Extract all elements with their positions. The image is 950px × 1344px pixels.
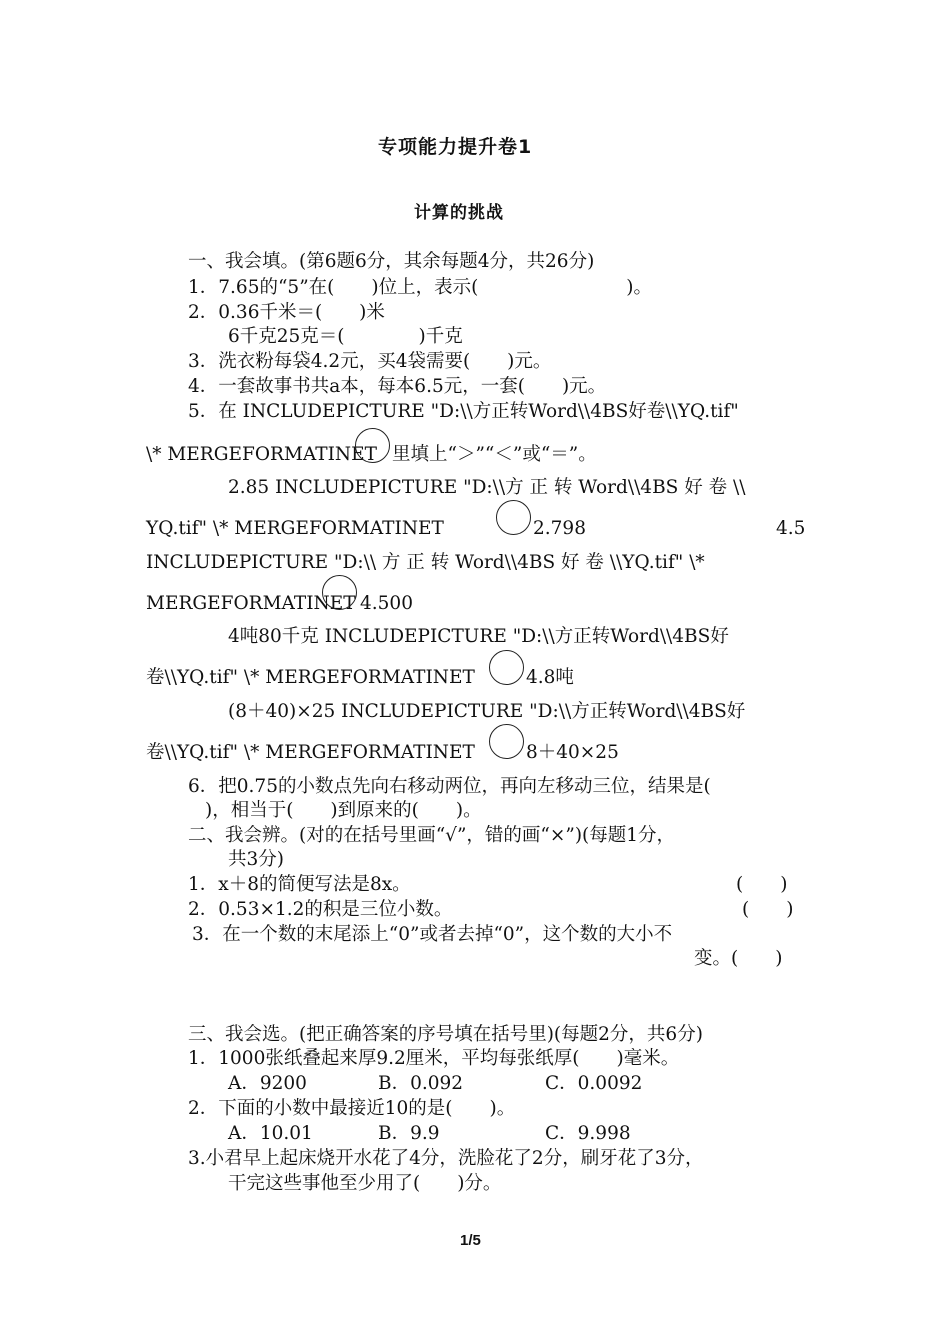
- s2-question-3-line2: 变。( ): [694, 948, 783, 969]
- compare-circle-icon: [489, 724, 524, 759]
- s1-q5-item2-head: 4.5: [776, 518, 806, 539]
- s1-q5-item4-line1: (8＋40)×25 INCLUDEPICTURE "D:\\方正转Word\\4BS好: [228, 701, 746, 722]
- s3-q1-option-c: C．0.0092: [545, 1073, 643, 1094]
- s3-q1-option-b: B．0.092: [378, 1073, 464, 1094]
- s3-question-1: 1．1000张纸叠起来厚9.2厘米，平均每张纸厚( )毫米。: [188, 1048, 680, 1069]
- s3-question-3-line2: 干完这些事他至少用了( )分。: [228, 1173, 502, 1194]
- s1-q5-item2-line4a: MERGEFORMATINET: [146, 593, 356, 614]
- s1-q5-item2-line3: INCLUDEPICTURE "D:\\ 方 正 转 Word\\4BS 好 卷 \\YQ.tif" \*: [146, 552, 705, 573]
- s1-q5-item4-line2b: 8＋40×25: [526, 742, 619, 763]
- s1-question-6-line2: )，相当于( )到原来的( )。: [205, 800, 482, 821]
- s1-q5-item4-line2a: 卷\\YQ.tif" \* MERGEFORMATINET: [146, 742, 475, 763]
- s3-q2-option-a: A．10.01: [228, 1123, 313, 1144]
- s1-question-5-line2a: \* MERGEFORMATINET: [146, 444, 377, 465]
- s3-q2-option-b: B．9.9: [378, 1123, 440, 1144]
- s2-question-2: 2．0.53×1.2的积是三位小数。: [188, 899, 453, 920]
- s3-q2-option-c: C．9.998: [545, 1123, 631, 1144]
- s2-question-2-paren: ( ): [742, 899, 794, 920]
- s1-question-1: 1．7.65的“5”在( )位上，表示( )。: [188, 277, 653, 298]
- s2-question-3-line1: 3．在一个数的末尾添上“0”或者去掉“0”，这个数的大小不: [192, 924, 673, 945]
- s2-question-1-paren: ( ): [736, 874, 788, 895]
- compare-circle-icon: [496, 500, 531, 535]
- s1-question-6-line1: 6．把0.75的小数点先向右移动两位，再向左移动三位，结果是(: [188, 776, 711, 797]
- s1-q5-item1-line1: 2.85 INCLUDEPICTURE "D:\\方 正 转 Word\\4BS 好 卷 \\: [228, 477, 746, 498]
- s1-q5-item3-line2b: 4.8吨: [526, 667, 574, 688]
- s3-question-3-line1: 3.小君早上起床烧开水花了4分，洗脸花了2分，刷牙花了3分，: [188, 1148, 704, 1169]
- s1-q5-item1-line2b: 2.798: [533, 518, 586, 539]
- s2-question-1: 1．x＋8的简便写法是8x。: [188, 874, 411, 895]
- compare-circle-icon: [322, 575, 357, 610]
- section3-heading: 三、我会选。(把正确答案的序号填在括号里)(每题2分，共6分): [188, 1024, 703, 1045]
- s1-question-5-line2b: 里填上“＞”“＜”或“＝”。: [392, 444, 597, 465]
- s1-question-4: 4．一套故事书共a本，每本6.5元，一套( )元。: [188, 376, 607, 397]
- section1-heading: 一、我会填。(第6题6分，其余每题4分，共26分): [188, 251, 595, 272]
- section2-heading-line1: 二、我会辨。(对的在括号里画“√”，错的画“×”)(每题1分，: [188, 825, 676, 846]
- page-title: 专项能力提升卷1: [378, 136, 533, 158]
- s1-q5-item3-line1: 4吨80千克 INCLUDEPICTURE "D:\\方正转Word\\4BS好: [228, 626, 729, 647]
- page-subtitle: 计算的挑战: [414, 203, 504, 223]
- s1-q5-item2-line4b: 4.500: [360, 593, 413, 614]
- s1-question-3: 3．洗衣粉每袋4.2元，买4袋需要( )元。: [188, 351, 552, 372]
- s1-question-2a: 2．0.36千米＝( )米: [188, 302, 385, 323]
- s3-q1-option-a: A．9200: [228, 1073, 307, 1094]
- s1-question-5-line1: 5．在 INCLUDEPICTURE "D:\\方正转Word\\4BS好卷\\YQ.tif": [188, 401, 739, 422]
- page-number: 1/5: [460, 1232, 481, 1249]
- s3-question-2: 2．下面的小数中最接近10的是( )。: [188, 1098, 516, 1119]
- compare-circle-icon: [355, 428, 390, 463]
- s1-q5-item1-line2a: YQ.tif" \* MERGEFORMATINET: [146, 518, 444, 539]
- section2-heading-line2: 共3分): [228, 849, 284, 870]
- s1-q5-item3-line2a: 卷\\YQ.tif" \* MERGEFORMATINET: [146, 667, 475, 688]
- s1-question-2b: 6千克25克＝( )千克: [228, 326, 463, 347]
- compare-circle-icon: [489, 650, 524, 685]
